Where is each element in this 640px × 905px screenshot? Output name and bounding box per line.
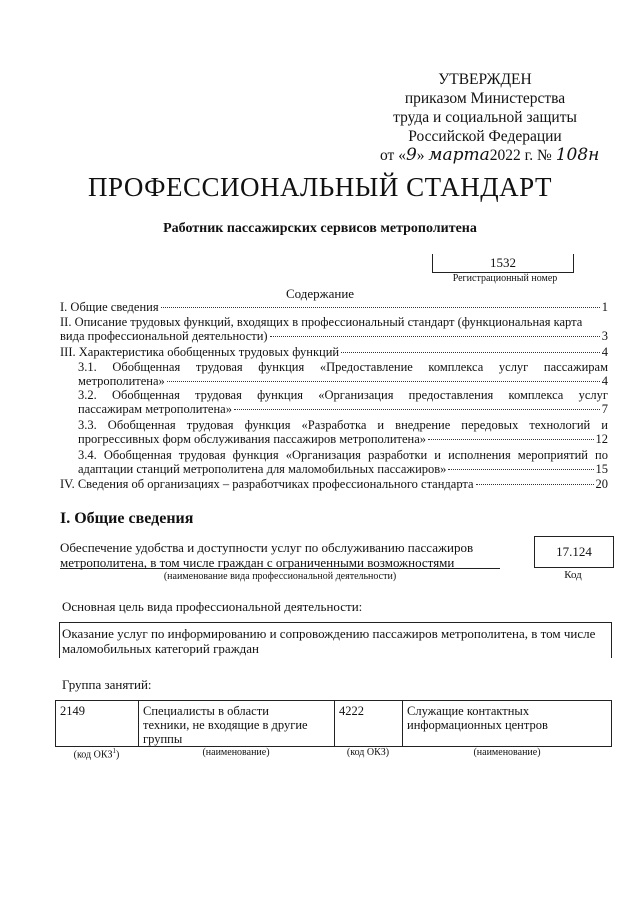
toc-item[interactable]: IV. Сведения об организациях – разработчиках профессионального стандарта 20 xyxy=(60,477,608,491)
toc-item[interactable]: II. Описание трудовых функций, входящих в профессиональный стандарт (функциональная карта вида профессиональной деятельности) 3 xyxy=(60,315,608,343)
code-caption: Код xyxy=(564,569,582,581)
group-code-cell: 4222 xyxy=(334,701,402,746)
table-caption: (код ОКЗ) xyxy=(346,747,390,758)
section-heading: I. Общие сведения xyxy=(60,510,194,527)
toc-title: Содержание xyxy=(285,286,355,301)
approval-line: труда и социальной защиты xyxy=(393,109,577,126)
group-label: Группа занятий: xyxy=(62,677,152,692)
activity-underline xyxy=(60,568,500,569)
approval-line: Российской Федерации xyxy=(408,128,562,145)
table-caption: (код ОКЗ$^1$) xyxy=(73,747,120,761)
document-subtitle: Работник пассажирских сервисов метрополитена xyxy=(163,221,477,236)
activity-name: Обеспечение удобства и доступности услуг по обслуживанию пассажиров метрополитена, в том числе граждан с ограниченными возможностями xyxy=(60,540,474,570)
toc-item[interactable]: III. Характеристика обобщенных трудовых функций 4 xyxy=(60,345,608,359)
activity-caption: (наименование вида профессиональной деятельности) xyxy=(163,571,397,582)
group-name-cell: Специалисты в области техники, не входящие в другие группы xyxy=(138,701,334,746)
approval-block xyxy=(380,70,600,165)
registration-number: 1532 xyxy=(432,254,574,273)
approval-line: приказом Министерства xyxy=(404,90,566,107)
toc-item[interactable]: 3.1. Обобщенная трудовая функция «Предоставление комплекса услуг пассажирам метрополитена» 4 xyxy=(78,360,608,388)
group-name-cell: Служащие контактных информационных центров xyxy=(402,701,612,746)
activity-code: 17.124 xyxy=(534,536,614,568)
toc-item[interactable]: I. Общие сведения 1 xyxy=(60,300,608,314)
toc-item[interactable]: 3.3. Обобщенная трудовая функция «Разработка и внедрение передовых технологий и прогрессивных форм обслуживания пассажиров метрополитена» 12 xyxy=(78,418,608,446)
toc-item[interactable]: 3.4. Обобщенная трудовая функция «Организация разработки и исполнения мероприятий по адаптации станций метрополитена для маломобильных пассажиров» 15 xyxy=(78,448,608,476)
table-caption: (наименование) xyxy=(473,747,541,758)
group-code-cell: 2149 xyxy=(55,701,138,746)
goal-box: Оказание услуг по информированию и сопровождению пассажиров метрополитена, в том числе маломобильных категорий граждан xyxy=(59,622,612,658)
handwritten-day: 9 xyxy=(405,145,417,165)
occupation-group-table xyxy=(55,700,612,747)
table-caption: (наименование) xyxy=(202,747,270,758)
toc-item[interactable]: 3.2. Обобщенная трудовая функция «Организация предоставления комплекса услуг пассажирам метрополитена» 7 xyxy=(78,388,608,416)
document-title: ПРОФЕССИОНАЛЬНЫЙ СТАНДАРТ xyxy=(87,172,553,202)
approval-date: от «9» марта2022 г. № 108н xyxy=(380,145,600,165)
approval-title: УТВЕРЖДЕН xyxy=(438,71,532,88)
goal-label: Основная цель вида профессиональной деятельности: xyxy=(62,599,363,614)
handwritten-number: 108н xyxy=(555,145,600,165)
handwritten-month: марта xyxy=(428,145,490,165)
registration-label: Регистрационный номер xyxy=(452,273,558,284)
